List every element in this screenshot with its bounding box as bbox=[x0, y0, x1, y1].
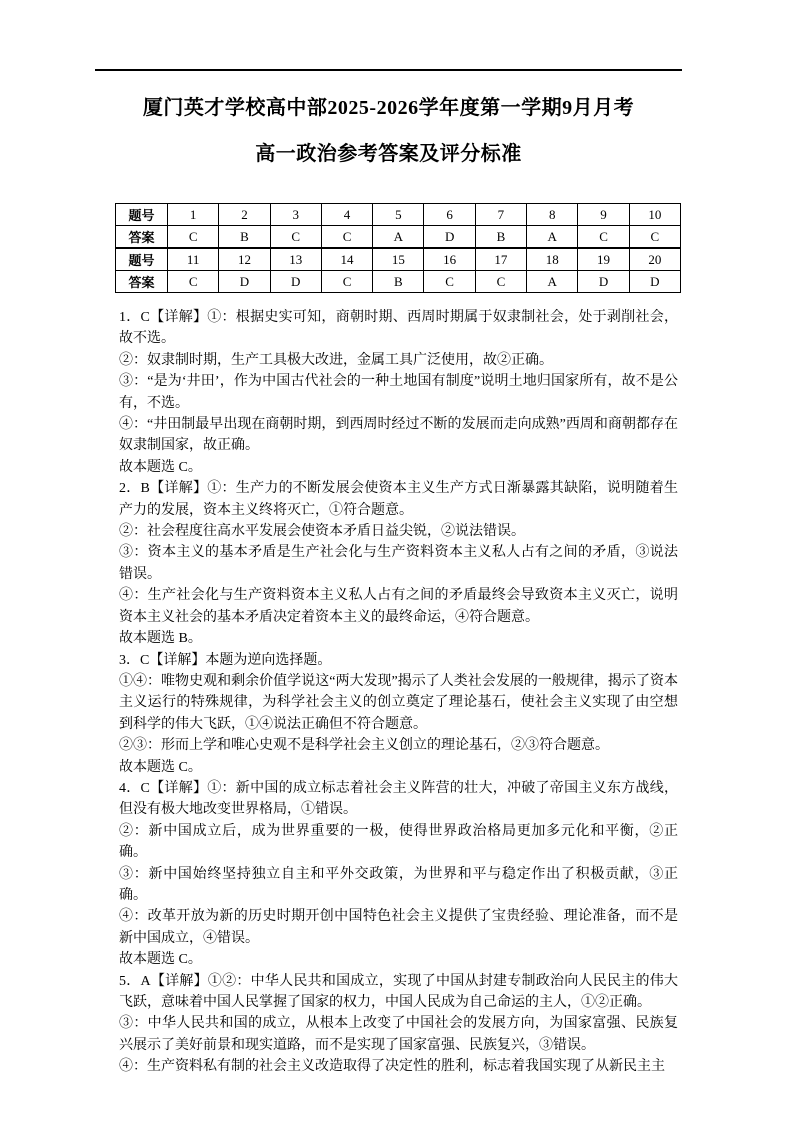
explanation-paragraph: 5．A【详解】①②：中华人民共和国成立，实现了中国从封建专制政治向人民民主的伟大飞跃，意味着中国人民掌握了国家的权力，中国人民成为自己命运的主人，①②正确。 bbox=[119, 973, 678, 1010]
answer-letter-cell: C bbox=[321, 271, 372, 293]
explanation-paragraph: ①④：唯物史观和剩余价值学说这“两大发现”揭示了人类社会发展的一般规律，揭示了资本主义运行的特殊规律，为科学社会主义的创立奠定了理论基石，使社会主义实现了由空想到科学的伟大飞跃，①④说法正确但不符合题意。 bbox=[119, 673, 678, 732]
answer-letter-cell: D bbox=[629, 271, 680, 293]
answer-letter-cell: C bbox=[168, 271, 219, 293]
answer-table-row bbox=[116, 226, 681, 249]
explanation-paragraph: 3．C【详解】本题为逆向选择题。 bbox=[119, 652, 332, 668]
document-title-line1: 厦门英才学校高中部2025-2026学年度第一学期9月月考 bbox=[142, 97, 635, 119]
answer-letter-cell: C bbox=[578, 226, 629, 249]
explanation-paragraph: 1．C【详解】①：根据史实可知，商朝时期、西周时期属于奴隶制社会，处于剥削社会，故不选。 bbox=[119, 310, 678, 347]
answer-letter-cell: A bbox=[527, 271, 578, 293]
explanation-paragraph: 故本题选 C。 bbox=[119, 459, 202, 475]
explanation-paragraph: ②：新中国成立后，成为世界重要的一极，使得世界政治格局更加多元化和平衡，②正确。 bbox=[119, 823, 678, 861]
explanation-paragraph: 故本题选 C。 bbox=[119, 759, 202, 775]
question-number-cell: 11 bbox=[168, 248, 219, 271]
answer-letter-cell: C bbox=[475, 271, 526, 293]
answer-letter-cell: A bbox=[373, 226, 424, 249]
explanation-paragraph: ④：生产资料私有制的社会主义改造取得了决定性的胜利，标志着我国实现了从新民主主 bbox=[119, 1059, 665, 1075]
explanation-paragraph: ③：资本主义的基本矛盾是生产社会化与生产资料资本主义私人占有之间的矛盾，③说法错误。 bbox=[119, 545, 678, 582]
question-number-cell: 10 bbox=[629, 204, 680, 226]
question-number-cell: 1 bbox=[168, 204, 219, 226]
explanation-paragraph: 故本题选 B。 bbox=[119, 631, 202, 647]
answer-table-row bbox=[116, 204, 681, 226]
answer-letter-cell: C bbox=[629, 226, 680, 249]
question-number-cell: 18 bbox=[527, 248, 578, 271]
answer-letter-cell: C bbox=[424, 271, 475, 293]
question-number-cell: 9 bbox=[578, 204, 629, 226]
answer-letter-cell: B bbox=[373, 271, 424, 293]
header-rule bbox=[95, 69, 682, 71]
question-number-cell: 8 bbox=[527, 204, 578, 226]
row-header-cell: 答案 bbox=[116, 226, 168, 249]
question-number-cell: 3 bbox=[270, 204, 321, 226]
question-number-cell: 2 bbox=[219, 204, 270, 226]
answer-table-row bbox=[116, 271, 681, 293]
answer-letter-cell: B bbox=[475, 226, 526, 249]
answer-letter-cell: D bbox=[219, 271, 270, 293]
explanation-paragraph: ②：奴隶制时期，生产工具极大改进，金属工具广泛使用，故②正确。 bbox=[119, 352, 553, 368]
answer-table-row bbox=[116, 248, 681, 271]
explanation-paragraph: ③：“是为‘井田’，作为中国古代社会的一种土地国有制度”说明土地归国家所有，故不是公有，不选。 bbox=[119, 374, 678, 411]
answer-letter-cell: C bbox=[270, 226, 321, 249]
question-number-cell: 7 bbox=[475, 204, 526, 226]
explanation-paragraph: ④：生产社会化与生产资料资本主义私人占有之间的矛盾最终会导致资本主义灭亡，说明资本主义社会的基本矛盾决定着资本主义的最终命运，④符合题意。 bbox=[119, 588, 678, 625]
row-header-cell: 题号 bbox=[116, 204, 168, 226]
explanation-paragraph: ②：社会程度往高水平发展会使资本矛盾日益尖锐，②说法错误。 bbox=[119, 524, 525, 540]
document-title-line2: 高一政治参考答案及评分标准 bbox=[255, 143, 522, 165]
explanation-paragraph: 故本题选 C。 bbox=[119, 952, 202, 968]
explanation-paragraph: 4．C【详解】①：新中国的成立标志着社会主义阵营的壮大，冲破了帝国主义东方战线，但没有极大地改变世界格局，①错误。 bbox=[119, 780, 678, 818]
answer-letter-cell: D bbox=[578, 271, 629, 293]
question-number-cell: 5 bbox=[373, 204, 424, 226]
title-block bbox=[95, 94, 682, 168]
question-number-cell: 13 bbox=[270, 248, 321, 271]
question-number-cell: 12 bbox=[219, 248, 270, 271]
question-number-cell: 15 bbox=[373, 248, 424, 271]
explanations-section bbox=[119, 307, 678, 1078]
question-number-cell: 19 bbox=[578, 248, 629, 271]
answer-letter-cell: D bbox=[424, 226, 475, 249]
explanation-paragraph: 2．B【详解】①：生产力的不断发展会使资本主义生产方式日渐暴露其缺陷，说明随着生产力的发展，资本主义终将灭亡，①符合题意。 bbox=[119, 481, 678, 518]
explanation-paragraph: ④：改革开放为新的历史时期开创中国特色社会主义提供了宝贵经验、理论准备，而不是新中国成立，④错误。 bbox=[119, 909, 678, 946]
answer-letter-cell: C bbox=[168, 226, 219, 249]
row-header-cell: 答案 bbox=[116, 271, 168, 293]
answer-letter-cell: B bbox=[219, 226, 270, 249]
question-number-cell: 4 bbox=[321, 204, 372, 226]
explanation-paragraph: ③：新中国始终坚持独立自主和平外交政策，为世界和平与稳定作出了积极贡献，③正确。 bbox=[119, 866, 678, 903]
explanation-paragraph: ③：中华人民共和国的成立，从根本上改变了中国社会的发展方向，为国家富强、民族复兴展示了美好前景和现实道路，而不是实现了国家富强、民族复兴，③错误。 bbox=[119, 1016, 678, 1053]
answer-letter-cell: C bbox=[321, 226, 372, 249]
explanation-paragraph: ④：“井田制最早出现在商朝时期，到西周时经过不断的发展而走向成熟”西周和商朝都存在奴隶制国家，故正确。 bbox=[119, 417, 678, 454]
answer-letter-cell: D bbox=[270, 271, 321, 293]
question-number-cell: 17 bbox=[475, 248, 526, 271]
answer-letter-cell: A bbox=[527, 226, 578, 249]
question-number-cell: 14 bbox=[321, 248, 372, 271]
explanation-paragraph: ②③：形而上学和唯心史观不是科学社会主义创立的理论基石，②③符合题意。 bbox=[119, 738, 609, 754]
question-number-cell: 16 bbox=[424, 248, 475, 271]
answer-key-table bbox=[115, 203, 681, 293]
question-number-cell: 20 bbox=[629, 248, 680, 271]
row-header-cell: 题号 bbox=[116, 248, 168, 271]
question-number-cell: 6 bbox=[424, 204, 475, 226]
